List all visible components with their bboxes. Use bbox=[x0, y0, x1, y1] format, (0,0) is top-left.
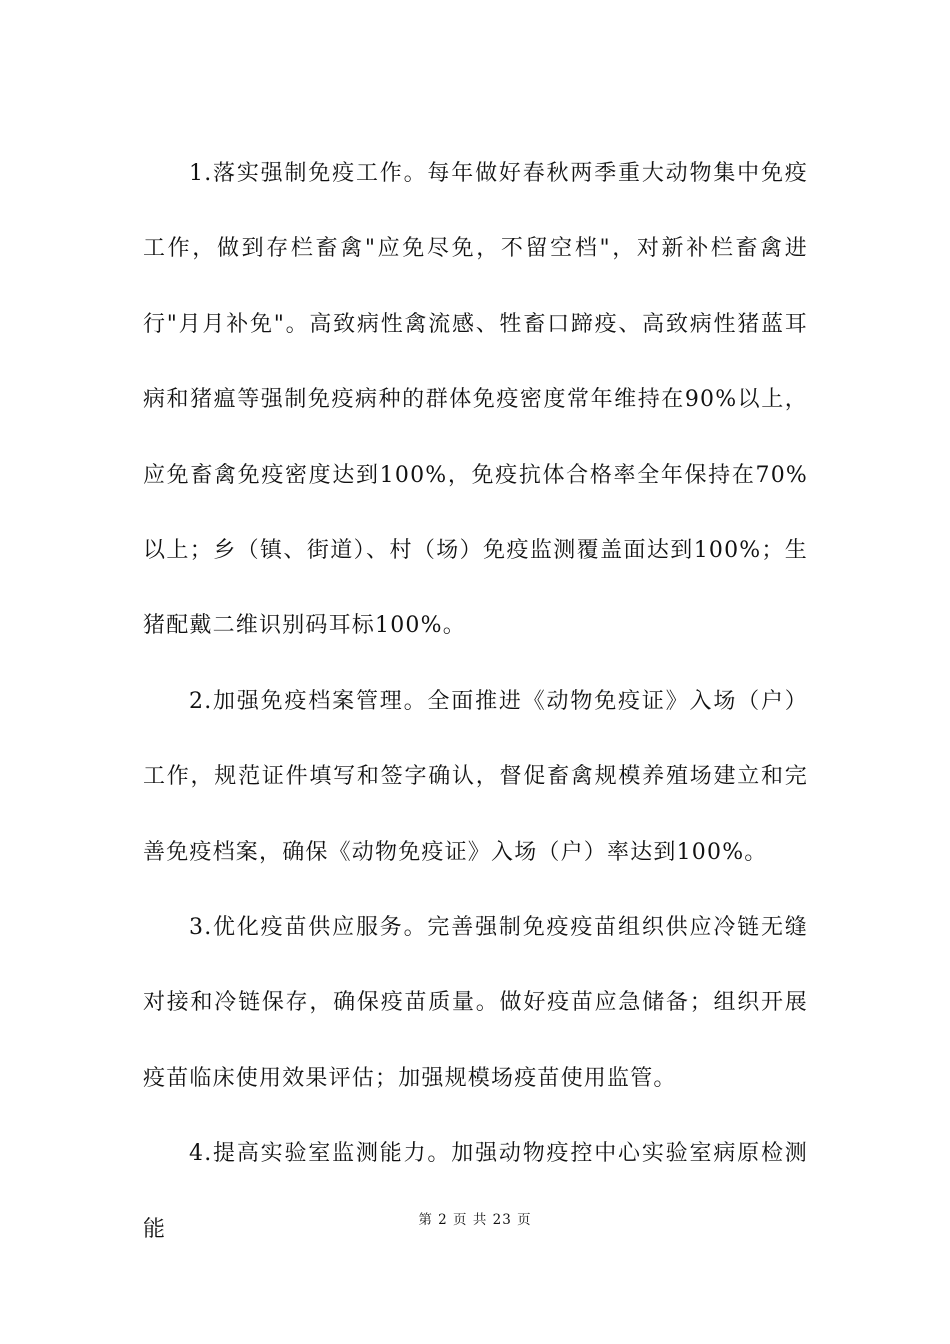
paragraph-1: 1.落实强制免疫工作。每年做好春秋两季重大动物集中免疫工作，做到存栏畜禽"应免尽免，不留空档"，对新补栏畜禽进行"月月补免"。高致病性禽流感、牲畜口蹄疫、高致病性猪蓝耳病和猪瘟等强制免疫病种的群体免疫密度常年维持在90%以上，应免畜禽免疫密度达到100%，免疫抗体合格率全年保持在70%以上；乡（镇、街道）、村（场）免疫监测覆盖面达到100%；生猪配戴二维识别码耳标100%。 bbox=[143, 161, 808, 639]
paragraph-2: 2.加强免疫档案管理。全面推进《动物免疫证》入场（户）工作，规范证件填写和签字确认，督促畜禽规模养殖场建立和完善免疫档案，确保《动物免疫证》入场（户）率达到100%。 bbox=[143, 688, 808, 865]
page-footer: 第 2 页 共 23 页 bbox=[418, 1212, 532, 1228]
paragraph-3: 3.优化疫苗供应服务。完善强制免疫疫苗组织供应冷链无缝对接和冷链保存，确保疫苗质量。做好疫苗应急储备；组织开展疫苗临床使用效果评估；加强规模场疫苗使用监管。 bbox=[143, 915, 808, 1091]
body-text bbox=[143, 136, 808, 1267]
paragraph-4: 4.提高实验室监测能力。加强动物疫控中心实验室病原检测能 bbox=[143, 1141, 808, 1242]
